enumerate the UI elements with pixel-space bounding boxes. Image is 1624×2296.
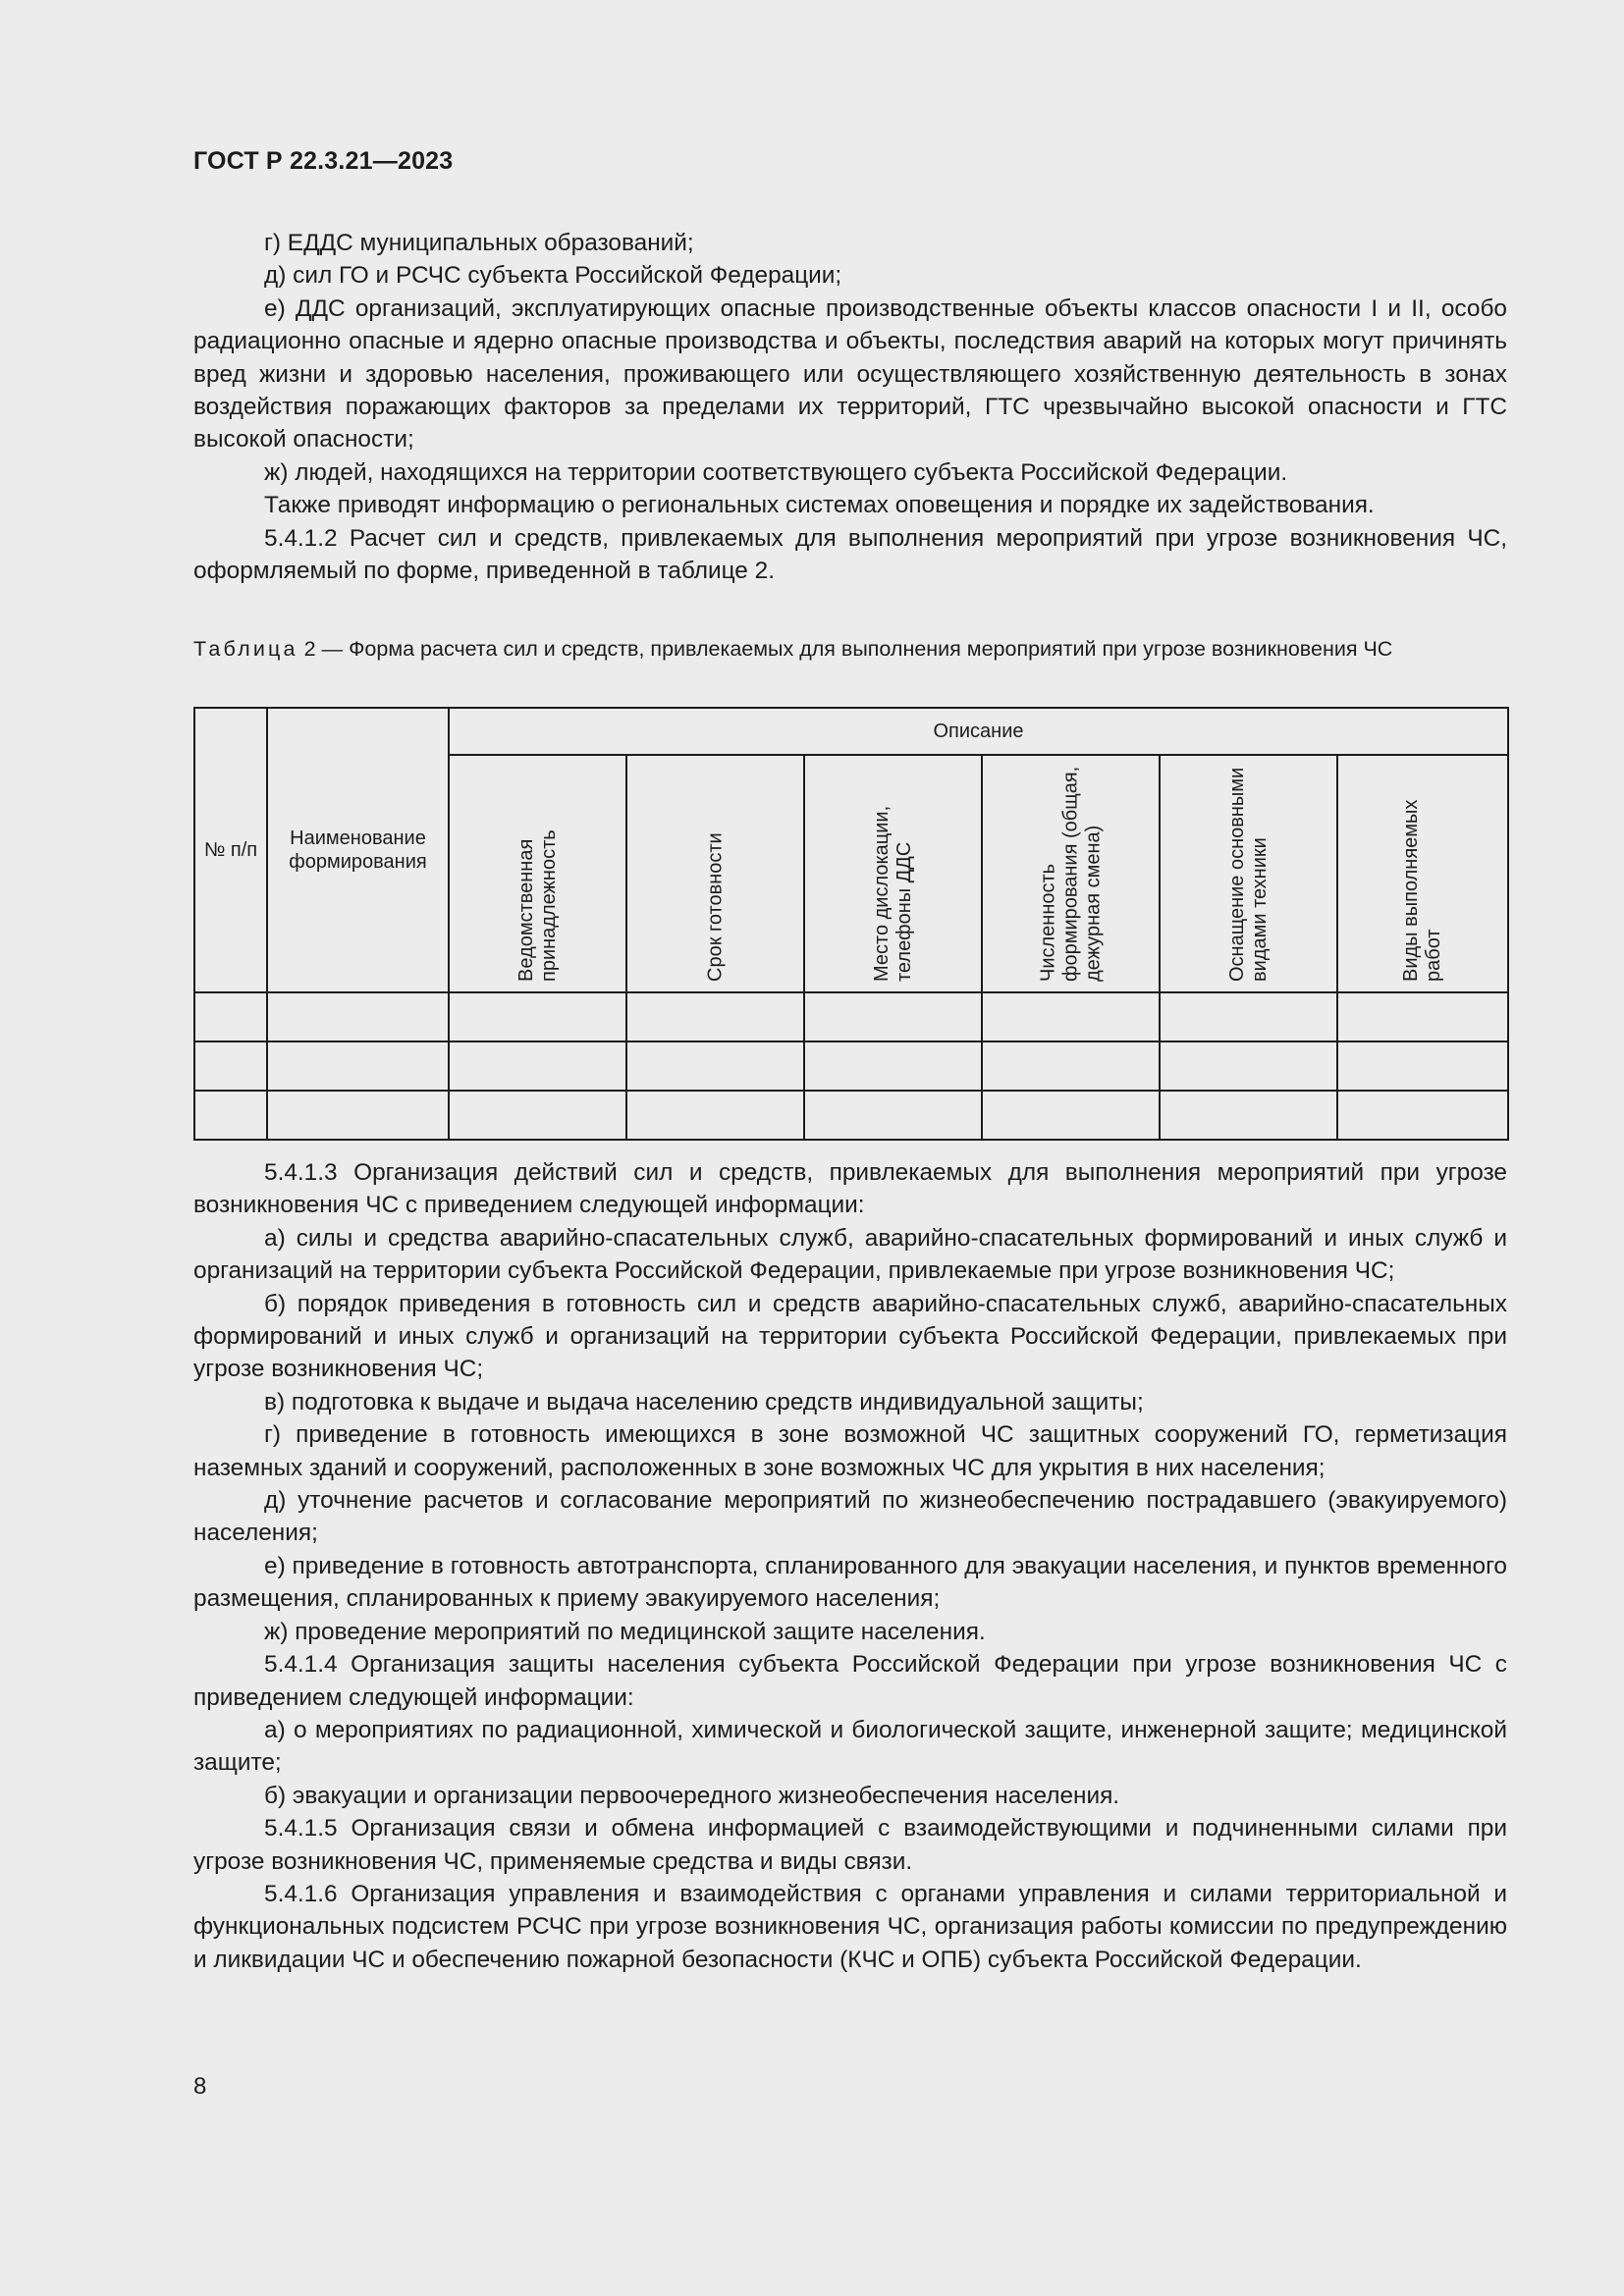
paragraph: в) подготовка к выдаче и выдача населению средств индивидуальной защиты; xyxy=(264,1388,1144,1415)
table-cell xyxy=(804,992,982,1041)
text-block-after-table xyxy=(193,1156,1507,1976)
table-caption-text: 2 — Форма расчета сил и средств, привлекаемых для выполнения мероприятий при угрозе возникновения ЧС xyxy=(298,637,1393,661)
table-cell xyxy=(982,1041,1160,1091)
table-cell xyxy=(1337,1041,1508,1091)
header-cell-number: № п/п xyxy=(194,708,267,992)
paragraph: е) ДДС организаций, эксплуатирующих опасные производственные объекты классов опасности I и II, особо радиационно опасные и ядерно опасные производства и объекты, последствия аварий на которых могут причинять вред жизни и здоровью населения, проживающего или осуществляющего хозяйственную деятельность в зонах воздействия поражающих факторов за пределами их территорий, ГТС чрезвычайно высокой опасности и ГТС высокой опасности; xyxy=(193,294,1507,454)
paragraph: а) о мероприятиях по радиационной, химической и биологической защите, инженерной защите; медицинской защите; xyxy=(193,1716,1507,1777)
paragraph: ж) проведение мероприятий по медицинской защите населения. xyxy=(264,1618,986,1645)
paragraph: г) ЕДДС муниципальных образований; xyxy=(264,230,694,256)
table-cell xyxy=(1160,1091,1337,1140)
header-cell-equipment xyxy=(1160,755,1337,992)
paragraph: б) порядок приведения в готовность сил и средств аварийно-спасательных служб, аварийно-спасательных формирований и иных служб и организаций на территории субъекта Российской Федерации, привлекаемых при угрозе возникновения ЧС; xyxy=(193,1290,1507,1383)
paragraph: д) сил ГО и РСЧС субъекта Российской Федерации; xyxy=(264,262,842,290)
table-cell xyxy=(1337,992,1508,1041)
paragraph: а) силы и средства аварийно-спасательных служб, аварийно-спасательных формирований и иных служб и организаций на территории субъекта Российской Федерации, привлекаемые при угрозе возникновения ЧС; xyxy=(193,1224,1507,1285)
table-cell xyxy=(1337,1091,1508,1140)
table-caption xyxy=(193,635,1507,663)
paragraph: Также приводят информацию о региональных системах оповещения и порядке их задействования. xyxy=(264,492,1375,519)
header-cell-works xyxy=(1337,755,1508,992)
header-text: Ведомственная принадлежность xyxy=(514,829,560,982)
table-cell xyxy=(1160,1041,1337,1091)
table-cell xyxy=(626,992,804,1041)
header-text: Оснащение основными видами техники xyxy=(1225,767,1271,982)
table-cell xyxy=(449,1041,626,1091)
header-text: Виды выполняемых работ xyxy=(1400,799,1444,982)
table-cell xyxy=(626,1041,804,1091)
header-text: Численность формирования (общая, дежурная смена) xyxy=(1037,766,1104,982)
form-table xyxy=(193,707,1509,1141)
table-cell xyxy=(982,1091,1160,1140)
paragraph: ж) людей, находящихся на территории соответствующего субъекта Российской Федерации. xyxy=(264,458,1288,486)
paragraph: 5.4.1.4 Организация защиты населения субъекта Российской Федерации при угрозе возникновения ЧС с приведением следующей информации: xyxy=(193,1651,1507,1711)
table-row xyxy=(194,992,1508,1041)
table-cell xyxy=(804,1091,982,1140)
header-text: Срок готовности xyxy=(704,832,726,982)
table-cell xyxy=(626,1091,804,1140)
paragraph: 5.4.1.6 Организация управления и взаимодействия с органами управления и силами территориальной и функциональных подсистем РСЧС при угрозе возникновения ЧС, организация работы комиссии по предупреждению и ликвидации ЧС и обеспечению пожарной безопасности (КЧС и ОПБ) субъекта Российской Федерации. xyxy=(193,1880,1507,1973)
header-cell-readiness xyxy=(626,755,804,992)
header-text: Место дислокации, телефоны ДДС xyxy=(870,805,915,982)
document-header: ГОСТ Р 22.3.21—2023 xyxy=(193,147,454,175)
paragraph: 5.4.1.2 Расчет сил и средств, привлекаемых для выполнения мероприятий при угрозе возникновения ЧС, оформляемый по форме, приведенной в таблице 2. xyxy=(193,524,1507,585)
table-cell xyxy=(1160,992,1337,1041)
table-cell xyxy=(267,1091,449,1140)
paragraph: 5.4.1.5 Организация связи и обмена информацией с взаимодействующими и подчиненными силами при угрозе возникновения ЧС, применяемые средства и виды связи. xyxy=(193,1815,1507,1875)
table-cell xyxy=(267,992,449,1041)
header-cell-strength xyxy=(982,755,1160,992)
paragraph: г) приведение в готовность имеющихся в зоне возможной ЧС защитных сооружений ГО, герметизация наземных зданий и сооружений, расположенных в зоне возможных ЧС для укрытия в них населения; xyxy=(193,1421,1507,1481)
paragraph: д) уточнение расчетов и согласование мероприятий по жизнеобеспечению пострадавшего (эвакуируемого) населения; xyxy=(193,1487,1507,1547)
header-cell-name: Наименование формирования xyxy=(267,708,449,992)
header-cell-location xyxy=(804,755,982,992)
paragraph: е) приведение в готовность автотранспорта, спланированного для эвакуации населения, и пунктов временного размещения, спланированных к приему эвакуируемого населения; xyxy=(193,1552,1507,1613)
table-cell xyxy=(194,992,267,1041)
paragraph: б) эвакуации и организации первоочередного жизнеобеспечения населения. xyxy=(264,1782,1120,1809)
header-cell-description: Описание xyxy=(449,708,1508,755)
paragraph: 5.4.1.3 Организация действий сил и средств, привлекаемых для выполнения мероприятий при угрозе возникновения ЧС с приведением следующей информации: xyxy=(193,1159,1507,1219)
table-cell xyxy=(267,1041,449,1091)
header-cell-affiliation xyxy=(449,755,626,992)
table-cell xyxy=(982,992,1160,1041)
page-number: 8 xyxy=(193,2073,207,2100)
text-block-before-table xyxy=(193,227,1507,587)
table-cell xyxy=(194,1091,267,1140)
table-row xyxy=(194,1041,1508,1091)
table-caption-label: Таблица xyxy=(193,637,298,661)
table-cell xyxy=(449,1091,626,1140)
table-row xyxy=(194,1091,1508,1140)
table-cell xyxy=(449,992,626,1041)
table-cell xyxy=(804,1041,982,1091)
table-cell xyxy=(194,1041,267,1091)
